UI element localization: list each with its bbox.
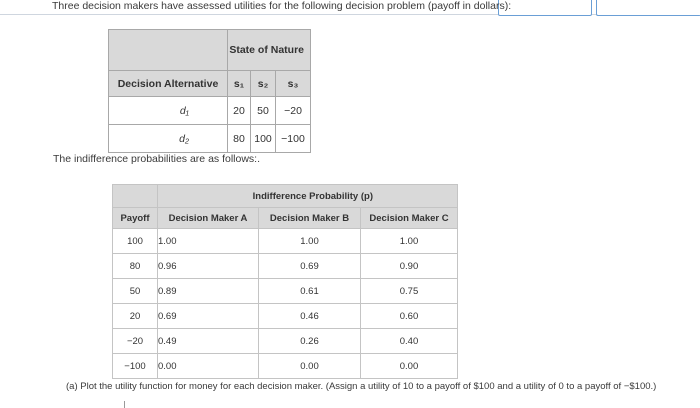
alternative-label: d₂: [109, 125, 228, 153]
payoff-value: 80: [113, 254, 158, 279]
maker-b-value: 0.26: [259, 329, 361, 354]
maker-c-value: 0.90: [361, 254, 458, 279]
question-part-a: (a) Plot the utility function for money for each decision maker. (Assign a utility of 10 to a payoff of $100 and a utility of 0 to a payoff of −$100.): [66, 381, 657, 392]
state-header: s₂: [251, 71, 276, 97]
indifference-table: [112, 184, 458, 379]
maker-b-value: 0.69: [259, 254, 361, 279]
column-header: Decision Maker B: [259, 208, 361, 229]
maker-a-value: 0.96: [158, 254, 259, 279]
column-header: Payoff: [113, 208, 158, 229]
payoff-cell: 50: [251, 97, 276, 125]
top-input-box[interactable]: [498, 0, 592, 16]
indifference-table-corner: [113, 185, 158, 208]
payoff-cell: 80: [228, 125, 251, 153]
payoff-table: [108, 29, 311, 153]
payoff-value: −100: [113, 354, 158, 379]
table-row: [113, 279, 458, 304]
maker-c-value: 0.75: [361, 279, 458, 304]
payoff-value: 50: [113, 279, 158, 304]
state-header: s₃: [276, 71, 311, 97]
maker-a-value: 1.00: [158, 229, 259, 254]
table-row: [113, 254, 458, 279]
maker-c-value: 0.00: [361, 354, 458, 379]
payoff-value: 20: [113, 304, 158, 329]
table-row: [113, 304, 458, 329]
maker-b-value: 1.00: [259, 229, 361, 254]
header-divider: [0, 14, 700, 15]
payoff-cell: −100: [276, 125, 311, 153]
table-row: [113, 329, 458, 354]
table-row: [113, 229, 458, 254]
maker-b-value: 0.00: [259, 354, 361, 379]
maker-a-value: 0.69: [158, 304, 259, 329]
table-row: [113, 354, 458, 379]
payoff-cell: −20: [276, 97, 311, 125]
maker-c-value: 0.60: [361, 304, 458, 329]
payoff-cell: 20: [228, 97, 251, 125]
maker-b-value: 0.61: [259, 279, 361, 304]
column-header: Decision Maker C: [361, 208, 458, 229]
maker-a-value: 0.89: [158, 279, 259, 304]
maker-c-value: 1.00: [361, 229, 458, 254]
maker-b-value: 0.46: [259, 304, 361, 329]
text-cursor: [124, 401, 125, 408]
payoff-cell: 100: [251, 125, 276, 153]
alternative-label: d₁: [109, 97, 228, 125]
indifference-title: Indifference Probability (p): [158, 185, 458, 208]
top-input-box[interactable]: [596, 0, 700, 16]
payoff-value: 100: [113, 229, 158, 254]
maker-a-value: 0.49: [158, 329, 259, 354]
maker-a-value: 0.00: [158, 354, 259, 379]
decision-alternative-header: Decision Alternative: [109, 71, 228, 97]
column-header: Decision Maker A: [158, 208, 259, 229]
indifference-intro-text: The indifference probabilities are as follows:.: [53, 153, 261, 165]
state-of-nature-header: State of Nature: [228, 30, 311, 71]
payoff-table-corner: [109, 30, 228, 71]
payoff-value: −20: [113, 329, 158, 354]
maker-c-value: 0.40: [361, 329, 458, 354]
state-header: s₁: [228, 71, 251, 97]
intro-text: Three decision makers have assessed utilities for the following decision problem (payoff in dollars):: [52, 0, 512, 12]
